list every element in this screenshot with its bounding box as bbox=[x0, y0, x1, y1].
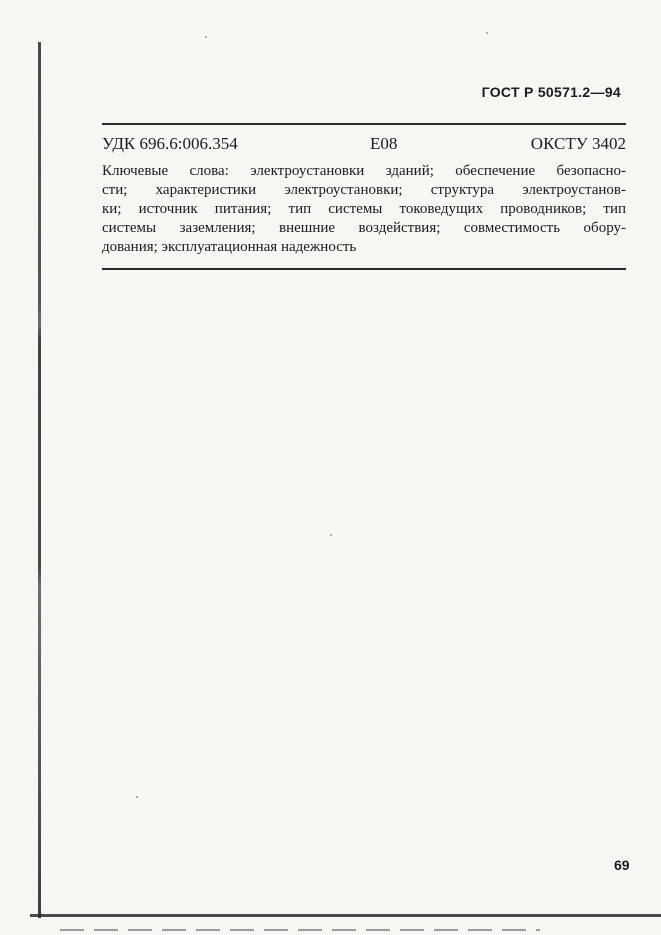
group-code: Е08 bbox=[370, 134, 398, 153]
keywords-paragraph bbox=[102, 162, 626, 257]
page-number: 69 bbox=[614, 857, 630, 873]
keywords-line: Ключевые слова: электроустановки зданий; обеспечение безопасно- bbox=[102, 163, 626, 179]
standard-code: ГОСТ Р 50571.2—94 bbox=[481, 84, 621, 100]
keywords-line: дования; эксплуатационная надежность bbox=[102, 239, 357, 255]
scan-speck bbox=[330, 534, 332, 536]
scan-speck bbox=[205, 36, 207, 38]
scan-speck bbox=[486, 32, 488, 34]
scan-left-edge bbox=[38, 42, 41, 918]
scan-speck bbox=[136, 796, 138, 798]
bottom-divider bbox=[102, 268, 626, 270]
top-divider bbox=[102, 123, 626, 125]
keywords-line: системы заземления; внешние воздействия; совместимость обору- bbox=[102, 220, 626, 236]
classification-row bbox=[102, 134, 626, 158]
scan-bottom-edge bbox=[30, 914, 661, 917]
udk-code: УДК 696.6:006.354 bbox=[102, 134, 238, 153]
keywords-line: сти; характеристики электроустановки; структура электроустанов- bbox=[102, 182, 626, 198]
scan-bottom-edge-dashed bbox=[60, 929, 540, 931]
keywords-line: ки; источник питания; тип системы токоведущих проводников; тип bbox=[102, 201, 626, 217]
oksty-code: ОКСТУ 3402 bbox=[530, 134, 626, 153]
